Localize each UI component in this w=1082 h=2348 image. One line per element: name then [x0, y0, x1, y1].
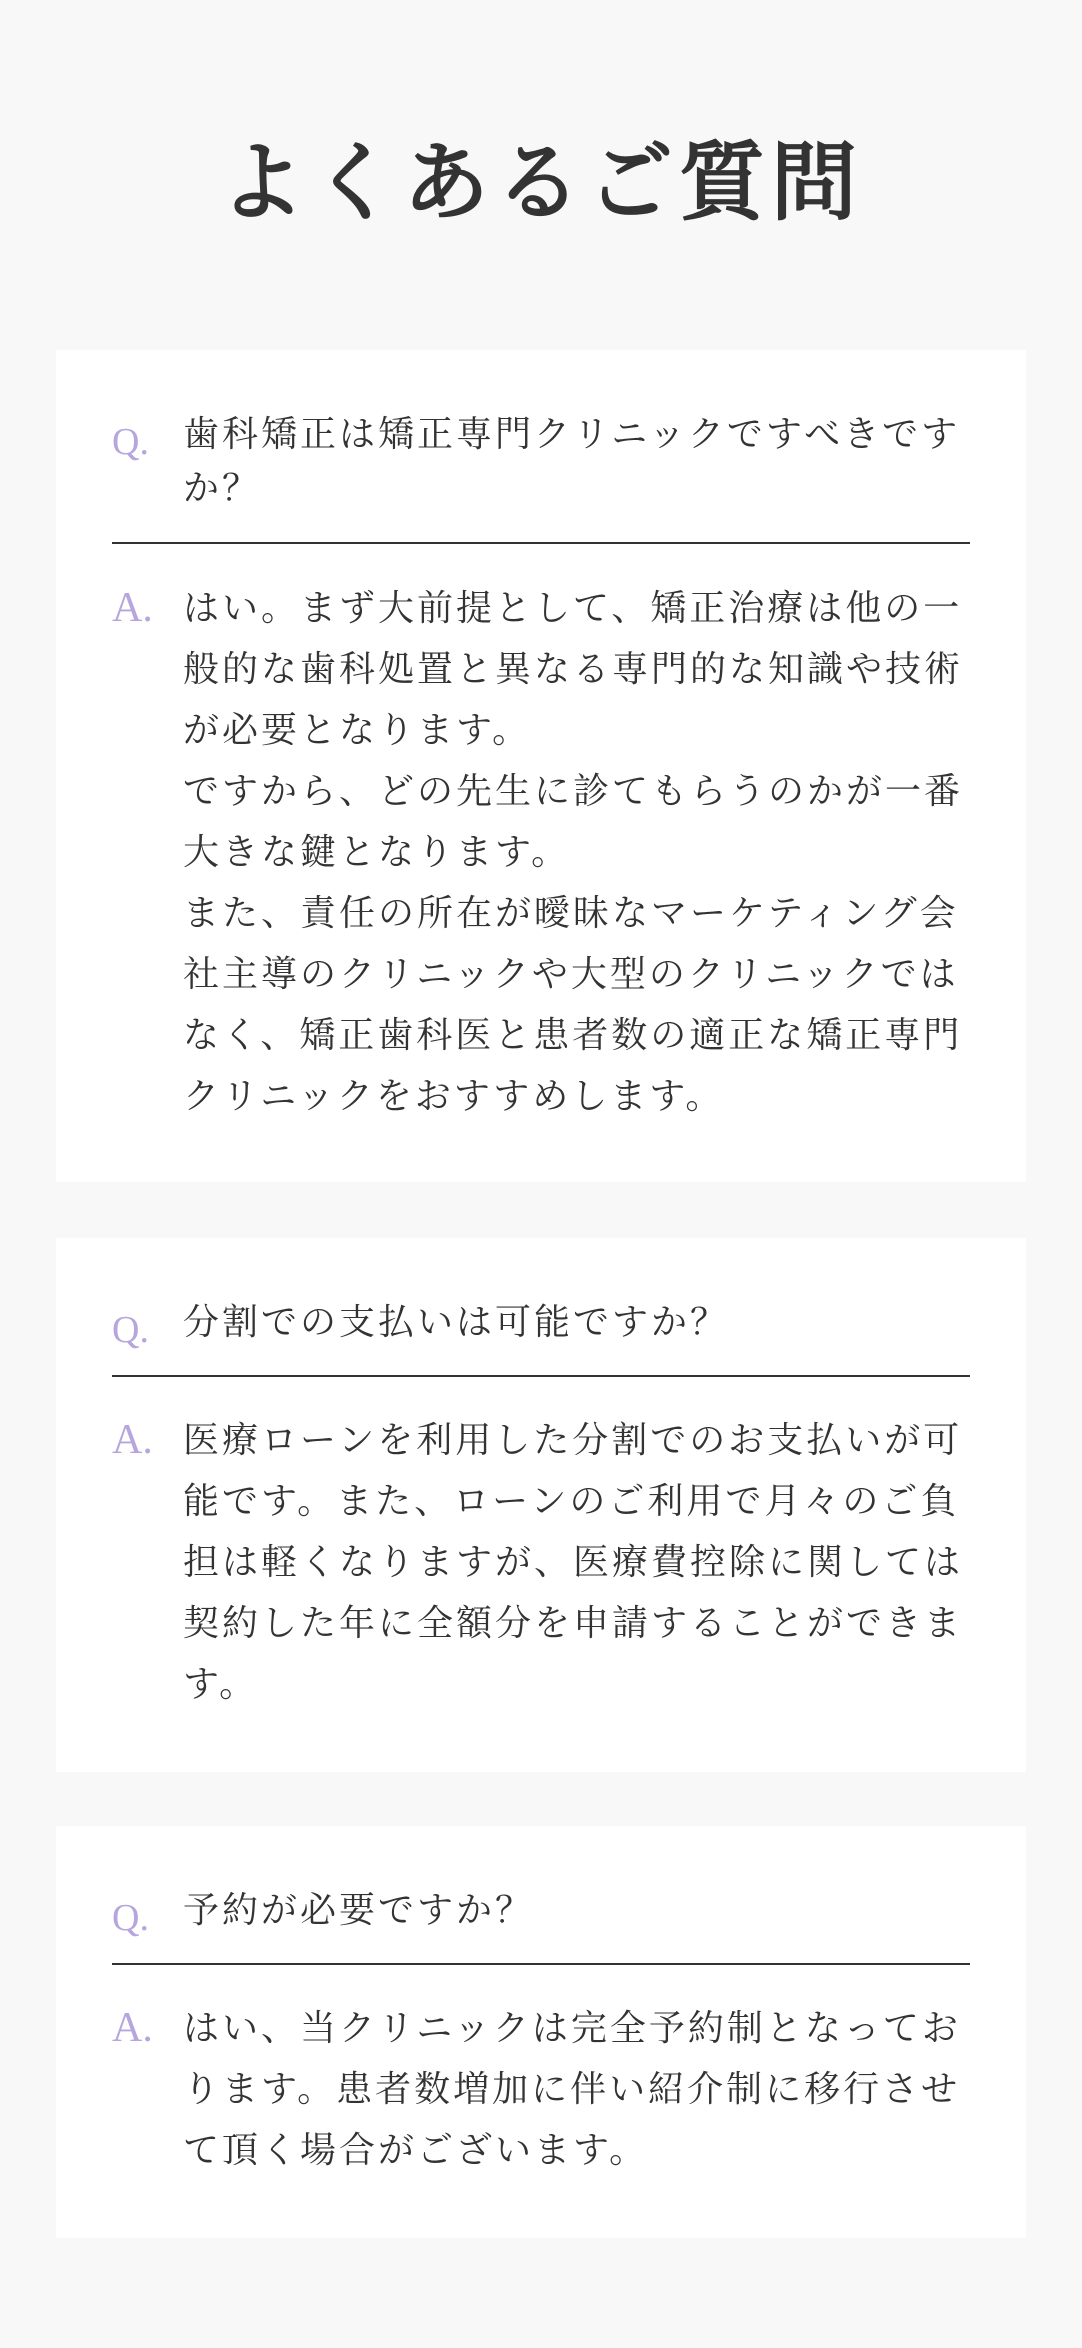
question-mark-label: Q. [112, 421, 149, 463]
answer-mark-label: A. [112, 585, 153, 631]
question-text: 歯科矯正は矯正専門クリニックですべきですか？ [183, 414, 961, 509]
page-title: よくあるご質問 [219, 132, 863, 233]
faq-answer [112, 1410, 970, 1730]
question-mark-label: Q. [112, 1309, 149, 1351]
faq-question[interactable] [112, 408, 970, 518]
answer-paragraph: 医療ローンを利用した分割でのお支払いが可能です。また、ローンのご利用で月々のご負担は軽くなりますが、医療費控除に関しては契約した年に全額分を申請することができます。 [183, 1420, 964, 1705]
answer-text [183, 578, 970, 1127]
faq-item-orthodontic-specialist [56, 350, 1026, 1182]
faq-divider [112, 1375, 970, 1377]
faq-divider [112, 1963, 970, 1965]
answer-text [183, 1410, 970, 1715]
question-text: 予約が必要ですか？ [183, 1890, 535, 1931]
question-mark-label: Q. [112, 1897, 149, 1939]
faq-question[interactable] [112, 1884, 970, 1944]
faq-answer [112, 578, 970, 1138]
faq-item-reservation-required [56, 1826, 1026, 2238]
answer-paragraph: また、責任の所在が曖昧なマーケティング会社主導のクリニックや大型のクリニックではなく、矯正歯科医と患者数の適正な矯正専門クリニックをおすすめします。 [183, 893, 963, 1117]
faq-question[interactable] [112, 1296, 970, 1356]
faq-answer [112, 1998, 970, 2198]
faq-item-installment-payment [56, 1238, 1026, 1772]
answer-paragraph: はい、当クリニックは完全予約制となっております。患者数増加に伴い紹介制に移行させて頂く場合がございます。 [183, 2008, 961, 2171]
faq-divider [112, 542, 970, 544]
answer-mark-label: A. [112, 2005, 153, 2051]
answer-paragraph: ですから、どの先生に診てもらうのかが一番大きな鍵となります。 [183, 771, 964, 873]
answer-paragraph: はい。まず大前提として、矯正治療は他の一般的な歯科処置と異なる専門的な知識や技術が必要となります。 [183, 588, 964, 751]
answer-mark-label: A. [112, 1417, 153, 1463]
answer-text [183, 1998, 970, 2181]
question-text: 分割での支払いは可能ですか？ [183, 1302, 730, 1343]
